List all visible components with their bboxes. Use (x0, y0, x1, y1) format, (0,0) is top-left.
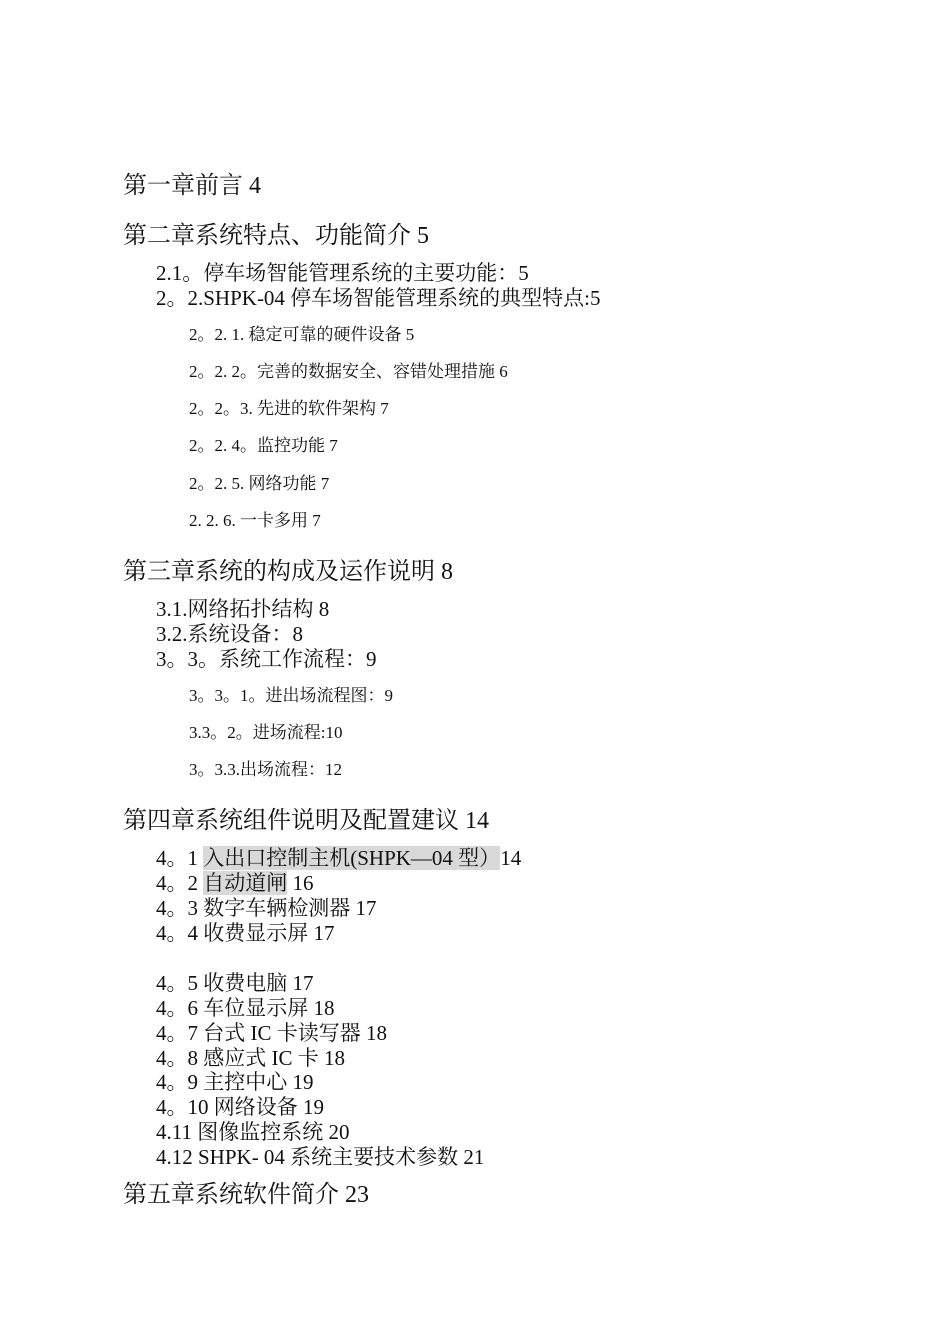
toc-section-4-10: 4。10 网络设备 19 (156, 1095, 324, 1119)
toc-subsection-3-3-2: 3.3。2。进场流程:10 (189, 723, 343, 742)
toc-section-4-5: 4。5 收费电脑 17 (156, 971, 314, 995)
toc-chapter-2: 第二章系统特点、功能简介 5 (123, 223, 429, 249)
toc-section-4-1 (156, 848, 521, 869)
toc-section-4-8: 4。8 感应式 IC 卡 18 (156, 1046, 345, 1070)
toc-subsection-2-2-4: 2。2. 4。监控功能 7 (189, 436, 338, 455)
toc-subsection-2-2-5: 2。2. 5. 网络功能 7 (189, 474, 330, 493)
toc-section-2-2: 2。2.SHPK-04 停车场智能管理系统的典型特点:5 (156, 286, 601, 310)
toc-chapter-5: 第五章系统软件简介 23 (123, 1182, 369, 1208)
toc-section-4-1-number: 4。1 (156, 846, 204, 870)
toc-section-4-2-title: 自动道闸 (203, 871, 288, 895)
toc-chapter-3: 第三章系统的构成及运作说明 8 (123, 559, 453, 585)
toc-section-4-1-page: 14 (500, 846, 522, 870)
toc-subsection-3-3-1: 3。3。1。进出场流程图：9 (189, 686, 393, 705)
toc-section-4-7: 4。7 台式 IC 卡读写器 18 (156, 1021, 387, 1045)
toc-subsection-3-3-3: 3。3.3.出场流程：12 (189, 760, 342, 779)
toc-chapter-4: 第四章系统组件说明及配置建议 14 (123, 808, 489, 834)
toc-section-3-2: 3.2.系统设备：8 (156, 622, 303, 646)
toc-section-4-3: 4。3 数字车辆检测器 17 (156, 896, 377, 920)
toc-section-2-1: 2.1。停车场智能管理系统的主要功能：5 (156, 261, 529, 285)
toc-section-4-2 (156, 873, 314, 894)
toc-section-4-9: 4。9 主控中心 19 (156, 1070, 314, 1094)
toc-subsection-2-2-2: 2。2. 2。完善的数据安全、容错处理措施 6 (189, 362, 508, 381)
toc-subsection-2-2-6: 2. 2. 6. 一卡多用 7 (189, 511, 321, 530)
toc-section-4-1-title: 入出口控制主机(SHPK—04 型） (203, 846, 501, 870)
toc-section-3-1: 3.1.网络拓扑结构 8 (156, 597, 330, 621)
toc-section-3-3: 3。3。系统工作流程：9 (156, 647, 377, 671)
toc-section-4-2-number: 4。2 (156, 871, 204, 895)
toc-section-4-12: 4.12 SHPK- 04 系统主要技术参数 21 (156, 1145, 485, 1169)
toc-section-4-4: 4。4 收费显示屏 17 (156, 921, 335, 945)
toc-section-4-11: 4.11 图像监控系统 20 (156, 1120, 350, 1144)
toc-subsection-2-2-1: 2。2. 1. 稳定可靠的硬件设备 5 (189, 325, 415, 344)
toc-section-4-6: 4。6 车位显示屏 18 (156, 996, 335, 1020)
toc-subsection-2-2-3: 2。2。3. 先进的软件架构 7 (189, 399, 389, 418)
toc-chapter-1: 第一章前言 4 (123, 173, 261, 199)
toc-section-4-2-page: 16 (287, 871, 314, 895)
